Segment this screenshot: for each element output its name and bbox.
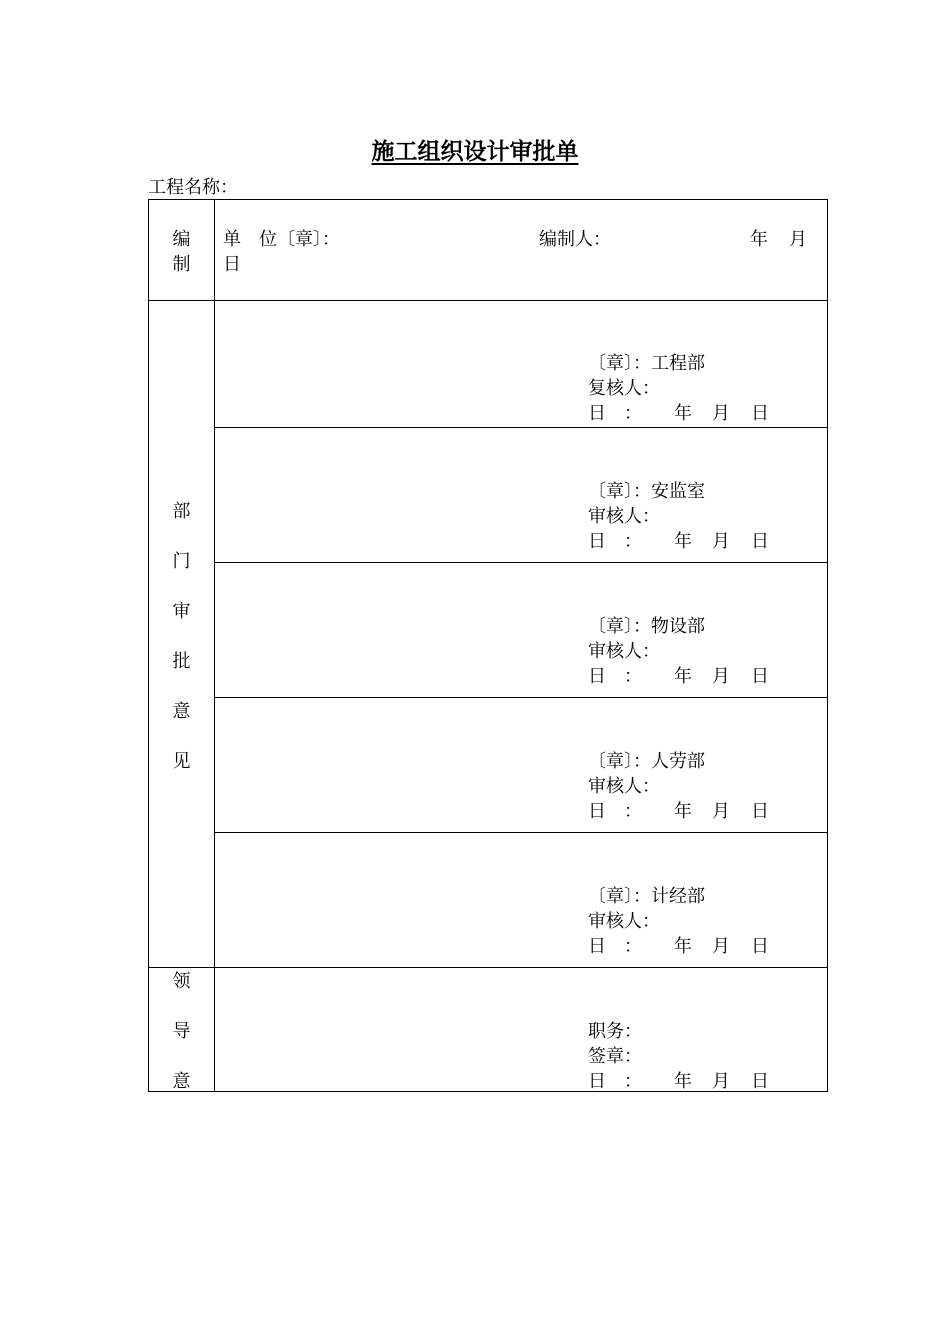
leadership-side-label bbox=[149, 969, 214, 1094]
reviewer-label: 审核人： bbox=[588, 506, 660, 527]
date-colon: ： bbox=[624, 403, 642, 424]
dept-seal-line: 〔章〕：计经部 bbox=[588, 886, 705, 907]
reviewer-label: 审核人： bbox=[588, 776, 660, 797]
side-char: 编 bbox=[172, 229, 191, 250]
row-divider bbox=[149, 300, 827, 301]
dept-seal-line: 〔章〕：工程部 bbox=[588, 353, 705, 374]
row-divider bbox=[214, 562, 827, 563]
dept-signature-block bbox=[588, 614, 769, 689]
date-year-label: 年 bbox=[674, 403, 692, 424]
date-day-label: 日 bbox=[588, 403, 606, 424]
date-line bbox=[588, 1069, 769, 1094]
row-divider bbox=[149, 967, 827, 968]
dept-seal-line: 〔章〕：人劳部 bbox=[588, 751, 705, 772]
date-year-label: 年 bbox=[674, 936, 692, 957]
date-line bbox=[588, 799, 769, 824]
date-year-label: 年 bbox=[674, 1071, 692, 1092]
date-colon: ： bbox=[624, 666, 642, 687]
date-line bbox=[588, 401, 769, 426]
date-colon: ： bbox=[624, 936, 642, 957]
row-divider bbox=[214, 427, 827, 428]
date-month-label: 月 bbox=[712, 801, 730, 822]
side-char: 审 bbox=[172, 601, 191, 622]
date-year-label: 年 bbox=[674, 666, 692, 687]
side-char: 领 bbox=[172, 971, 191, 992]
date-suffix-label: 日 bbox=[751, 403, 769, 424]
date-suffix-label: 日 bbox=[751, 801, 769, 822]
side-char: 意 bbox=[172, 1071, 191, 1092]
date-suffix-label: 日 bbox=[751, 531, 769, 552]
date-month-label: 月 bbox=[712, 403, 730, 424]
column-divider bbox=[214, 200, 215, 1091]
compiler-label: 编制人： bbox=[539, 229, 611, 250]
side-char: 制 bbox=[172, 254, 191, 275]
department-side-label bbox=[149, 499, 214, 799]
date-year-label: 年 bbox=[674, 801, 692, 822]
side-char: 批 bbox=[172, 651, 191, 672]
date-suffix-label: 日 bbox=[751, 936, 769, 957]
reviewer-label: 复核人： bbox=[588, 378, 660, 399]
reviewer-label: 审核人： bbox=[588, 641, 660, 662]
compile-month-label: 月 bbox=[789, 229, 807, 250]
date-line bbox=[588, 664, 769, 689]
signature-label: 签章： bbox=[588, 1046, 642, 1067]
dept-signature-block bbox=[588, 884, 769, 959]
unit-seal-label: 单 位〔章〕： bbox=[223, 229, 340, 250]
compile-year-label: 年 bbox=[750, 229, 768, 250]
date-day-label: 日 bbox=[588, 801, 606, 822]
dept-signature-block bbox=[588, 749, 769, 824]
compile-side-label bbox=[149, 227, 214, 277]
dept-seal-line: 〔章〕：物设部 bbox=[588, 616, 705, 637]
date-month-label: 月 bbox=[712, 666, 730, 687]
date-colon: ： bbox=[624, 531, 642, 552]
approval-form bbox=[148, 199, 828, 1092]
date-line bbox=[588, 529, 769, 554]
row-divider bbox=[214, 832, 827, 833]
date-year-label: 年 bbox=[674, 531, 692, 552]
date-suffix-label: 日 bbox=[751, 666, 769, 687]
date-suffix-label: 日 bbox=[751, 1071, 769, 1092]
side-char: 导 bbox=[172, 1021, 191, 1042]
date-colon: ： bbox=[624, 801, 642, 822]
reviewer-label: 审核人： bbox=[588, 911, 660, 932]
page-title-text: 施工组织设计审批单 bbox=[371, 139, 579, 165]
date-day-label: 日 bbox=[588, 531, 606, 552]
project-name-label: 工程名称： bbox=[148, 177, 238, 198]
page-title bbox=[0, 137, 950, 167]
compile-day-label: 日 bbox=[223, 254, 241, 275]
date-line bbox=[588, 934, 769, 959]
side-char: 见 bbox=[172, 751, 191, 772]
side-char: 意 bbox=[172, 701, 191, 722]
dept-signature-block bbox=[588, 479, 769, 554]
side-char: 门 bbox=[172, 551, 191, 572]
dept-signature-block bbox=[588, 351, 769, 426]
date-day-label: 日 bbox=[588, 936, 606, 957]
position-label: 职务： bbox=[588, 1021, 642, 1042]
date-colon: ： bbox=[624, 1071, 642, 1092]
date-month-label: 月 bbox=[712, 936, 730, 957]
date-month-label: 月 bbox=[712, 531, 730, 552]
row-divider bbox=[214, 697, 827, 698]
dept-seal-line: 〔章〕：安监室 bbox=[588, 481, 705, 502]
side-char: 部 bbox=[172, 501, 191, 522]
date-day-label: 日 bbox=[588, 666, 606, 687]
date-day-label: 日 bbox=[588, 1071, 606, 1092]
leadership-signature-block bbox=[588, 1019, 769, 1094]
date-month-label: 月 bbox=[712, 1071, 730, 1092]
